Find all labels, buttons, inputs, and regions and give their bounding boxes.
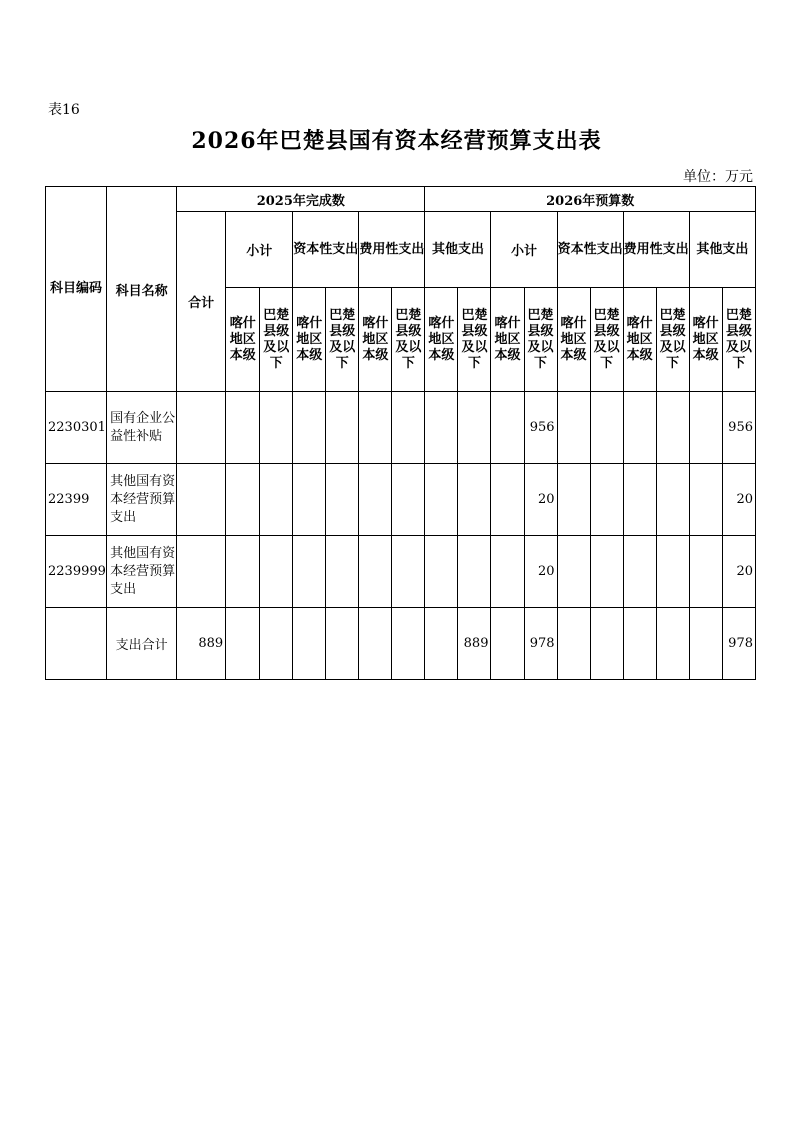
total-2026-other-bachu: 978 [722,608,755,680]
header-2025: 2025年完成数 [177,187,425,212]
sub-header-kashgar: 喀什地区本级 [359,288,392,392]
header-2025-expense: 费用性支出 [359,212,425,288]
sub-header-bachu: 巴楚县级及以下 [722,288,755,392]
sub-header-kashgar: 喀什地区本级 [623,288,656,392]
row-code: 2239999 [46,536,107,608]
table-number: 表16 [48,102,80,118]
header-2026-other: 其他支出 [689,212,755,288]
header-2025-capital: 资本性支出 [293,212,359,288]
header-2025-subtotal: 小计 [226,212,293,288]
row-2026-subtotal-bachu: 956 [524,392,557,464]
row-name: 其他国有资本经营预算支出 [107,464,177,536]
table-row [46,392,756,464]
header-name: 科目名称 [107,187,177,392]
total-2026-subtotal-bachu: 978 [524,608,557,680]
table-row [46,536,756,608]
sub-header-bachu: 巴楚县级及以下 [260,288,293,392]
sub-header-bachu: 巴楚县级及以下 [656,288,689,392]
table-row [46,464,756,536]
header-2025-other: 其他支出 [425,212,491,288]
header-total: 合计 [177,212,226,392]
row-name: 国有企业公益性补贴 [107,392,177,464]
total-2025-other-bachu: 889 [458,608,491,680]
total-row [46,608,756,680]
page-title: 2026年巴楚县国有资本经营预算支出表 [191,128,602,154]
total-value: 889 [177,608,226,680]
sub-header-kashgar: 喀什地区本级 [293,288,326,392]
total-label: 支出合计 [107,608,177,680]
header-2026-subtotal: 小计 [491,212,557,288]
header-2026-expense: 费用性支出 [623,212,689,288]
unit-label: 单位：万元 [683,169,753,185]
sub-header-bachu: 巴楚县级及以下 [458,288,491,392]
row-2026-subtotal-bachu: 20 [524,464,557,536]
row-code: 22399 [46,464,107,536]
row-code: 2230301 [46,392,107,464]
header-2026: 2026年预算数 [425,187,756,212]
sub-header-bachu: 巴楚县级及以下 [392,288,425,392]
row-2026-other-bachu: 20 [722,464,755,536]
header-code: 科目编码 [46,187,107,392]
budget-table [45,186,756,680]
sub-header-bachu: 巴楚县级及以下 [326,288,359,392]
sub-header-kashgar: 喀什地区本级 [425,288,458,392]
sub-header-kashgar: 喀什地区本级 [689,288,722,392]
sub-header-bachu: 巴楚县级及以下 [590,288,623,392]
sub-header-kashgar: 喀什地区本级 [491,288,524,392]
row-2026-other-bachu: 956 [722,392,755,464]
sub-header-kashgar: 喀什地区本级 [557,288,590,392]
row-name: 其他国有资本经营预算支出 [107,536,177,608]
sub-header-bachu: 巴楚县级及以下 [524,288,557,392]
sub-header-kashgar: 喀什地区本级 [226,288,260,392]
header-2026-capital: 资本性支出 [557,212,623,288]
row-2026-subtotal-bachu: 20 [524,536,557,608]
row-2026-other-bachu: 20 [722,536,755,608]
